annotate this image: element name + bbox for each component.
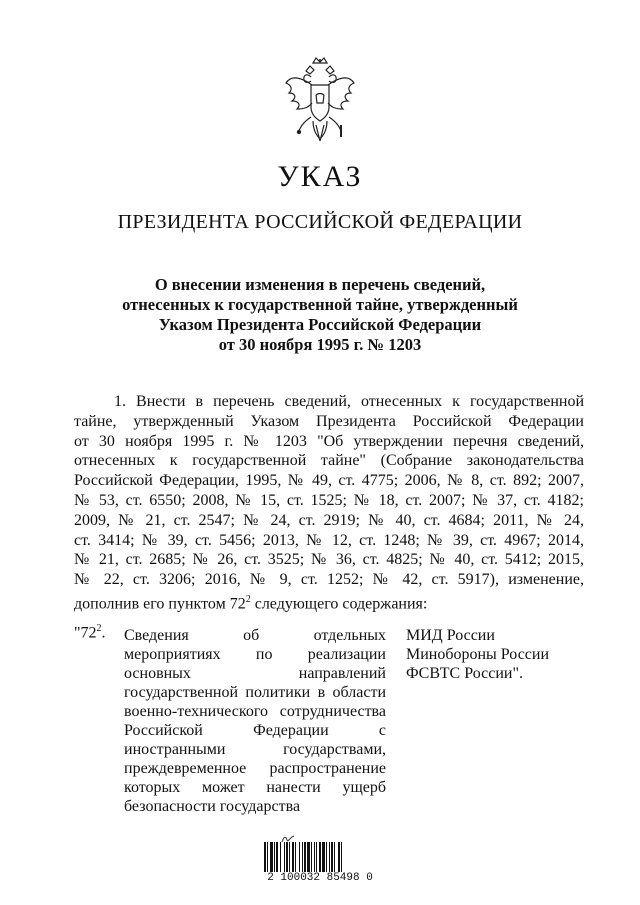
- barcode-bar: [322, 842, 325, 872]
- agency: ФСВТС России".: [406, 665, 523, 682]
- coat-of-arms-emblem: [283, 55, 357, 151]
- barcode-bar: [302, 842, 303, 872]
- barcode-bar: [292, 842, 294, 872]
- barcode-bar: [289, 842, 290, 872]
- barcode-bar: [341, 842, 342, 872]
- barcode-bar: [319, 842, 321, 872]
- paragraph-line: от 30 ноября 1995 г. № 1203 "Об утверждении перечня сведений,: [74, 432, 584, 450]
- item-line: основных направлений: [124, 665, 386, 682]
- barcode-bar: [270, 842, 273, 872]
- barcode-bar: [314, 842, 315, 872]
- agency: Минобороны России: [406, 646, 550, 663]
- paragraph-line: Российской Федерации, 1995, № 49, ст. 4775; 2006, № 8, ст. 892; 2007,: [74, 472, 584, 490]
- document-subtitle: ПРЕЗИДЕНТА РОССИЙСКОЙ ФЕДЕРАЦИИ: [117, 211, 523, 233]
- barcode-bar: [267, 842, 268, 872]
- barcode-bar: [295, 842, 296, 872]
- barcode-bar: [338, 842, 340, 872]
- paragraph-last-line: [74, 590, 584, 613]
- item-number-suffix: .: [101, 624, 106, 642]
- paragraph-line: тайне, утвержденный Указом Президента Российской Федерации: [74, 412, 584, 430]
- heading-line: О внесении изменения в перечень сведений,: [154, 275, 486, 294]
- heading-line: отнесенных к государственной тайне, утвержденный: [122, 295, 518, 314]
- barcode-bar: [286, 842, 288, 872]
- last-line-end: следующего содержания:: [250, 595, 428, 613]
- item-line: Сведения об отдельных: [124, 627, 386, 644]
- agency: МИД России: [406, 627, 495, 644]
- item-line: безопасности государства: [124, 798, 301, 815]
- barcode-bar: [284, 842, 285, 872]
- last-line-start: дополнив его пунктом 72: [74, 595, 246, 613]
- barcode-bar: [326, 842, 327, 872]
- item-number-main: "72: [74, 624, 97, 642]
- paragraph-line: отнесенных к государственной тайне" (Собрание законодательства: [74, 452, 584, 470]
- barcode-bar: [280, 842, 281, 872]
- item-description: [124, 626, 386, 816]
- item-line: которых может нанести ущерб: [124, 779, 386, 796]
- barcode-bar: [264, 842, 266, 872]
- heading-line: от 30 ноября 1995 г. № 1203: [218, 335, 422, 354]
- barcode-bar: [331, 842, 333, 872]
- item-agencies: [406, 626, 576, 683]
- barcode-bar: [316, 842, 317, 872]
- paragraph-line: № 22, ст. 3206; 2016, № 9, ст. 1252; № 42, ст. 5917), изменение,: [74, 571, 584, 589]
- barcode-bar: [311, 842, 312, 872]
- barcode: [264, 842, 376, 872]
- barcode-bar: [274, 842, 275, 872]
- barcode-number: 2 100032 85498 0: [267, 872, 373, 884]
- barcode-bar: [299, 842, 300, 872]
- barcode-bar: [276, 842, 278, 872]
- barcode-bar: [307, 842, 310, 872]
- decree-paragraph: [74, 392, 584, 613]
- item-line: иностранными государствами,: [124, 741, 386, 758]
- heading-line: Указом Президента Российской Федерации: [158, 315, 482, 334]
- item-line: военно-технического сотрудничества: [124, 703, 386, 720]
- document-title: УКАЗ: [277, 160, 363, 193]
- item-line: мероприятиях по реализации: [124, 646, 386, 663]
- last-line-superscript: 2: [245, 593, 251, 605]
- paragraph-line: № 53, ст. 6550; 2008, № 15, ст. 1525; № 18, ст. 2007; № 37, ст. 4182;: [74, 491, 584, 509]
- barcode-bar: [304, 842, 306, 872]
- item-number: [74, 623, 106, 642]
- paragraph-line: 1. Внести в перечень сведений, отнесенных к государственной: [114, 393, 584, 410]
- paragraph-line: 2009, № 21, ст. 2547; № 24, ст. 2919; № 40, ст. 4684; 2011, № 24,: [74, 511, 584, 529]
- decree-heading: [100, 275, 540, 355]
- barcode-bar: [334, 842, 335, 872]
- item-line: Российской Федерации с: [124, 722, 386, 739]
- paragraph-line: ст. 3414; № 39, ст. 5456; 2013, № 12, ст. 1248; № 39, ст. 4967; 2014,: [74, 531, 584, 549]
- item-line: государственной политики в области: [124, 684, 386, 701]
- item-line: преждевременное распространение: [124, 760, 386, 777]
- barcode-bar: [329, 842, 330, 872]
- paragraph-line: № 21, ст. 2685; № 26, ст. 3525; № 36, ст. 4825; № 40, ст. 5412; 2015,: [74, 551, 584, 569]
- item-number-superscript: 2: [96, 623, 102, 634]
